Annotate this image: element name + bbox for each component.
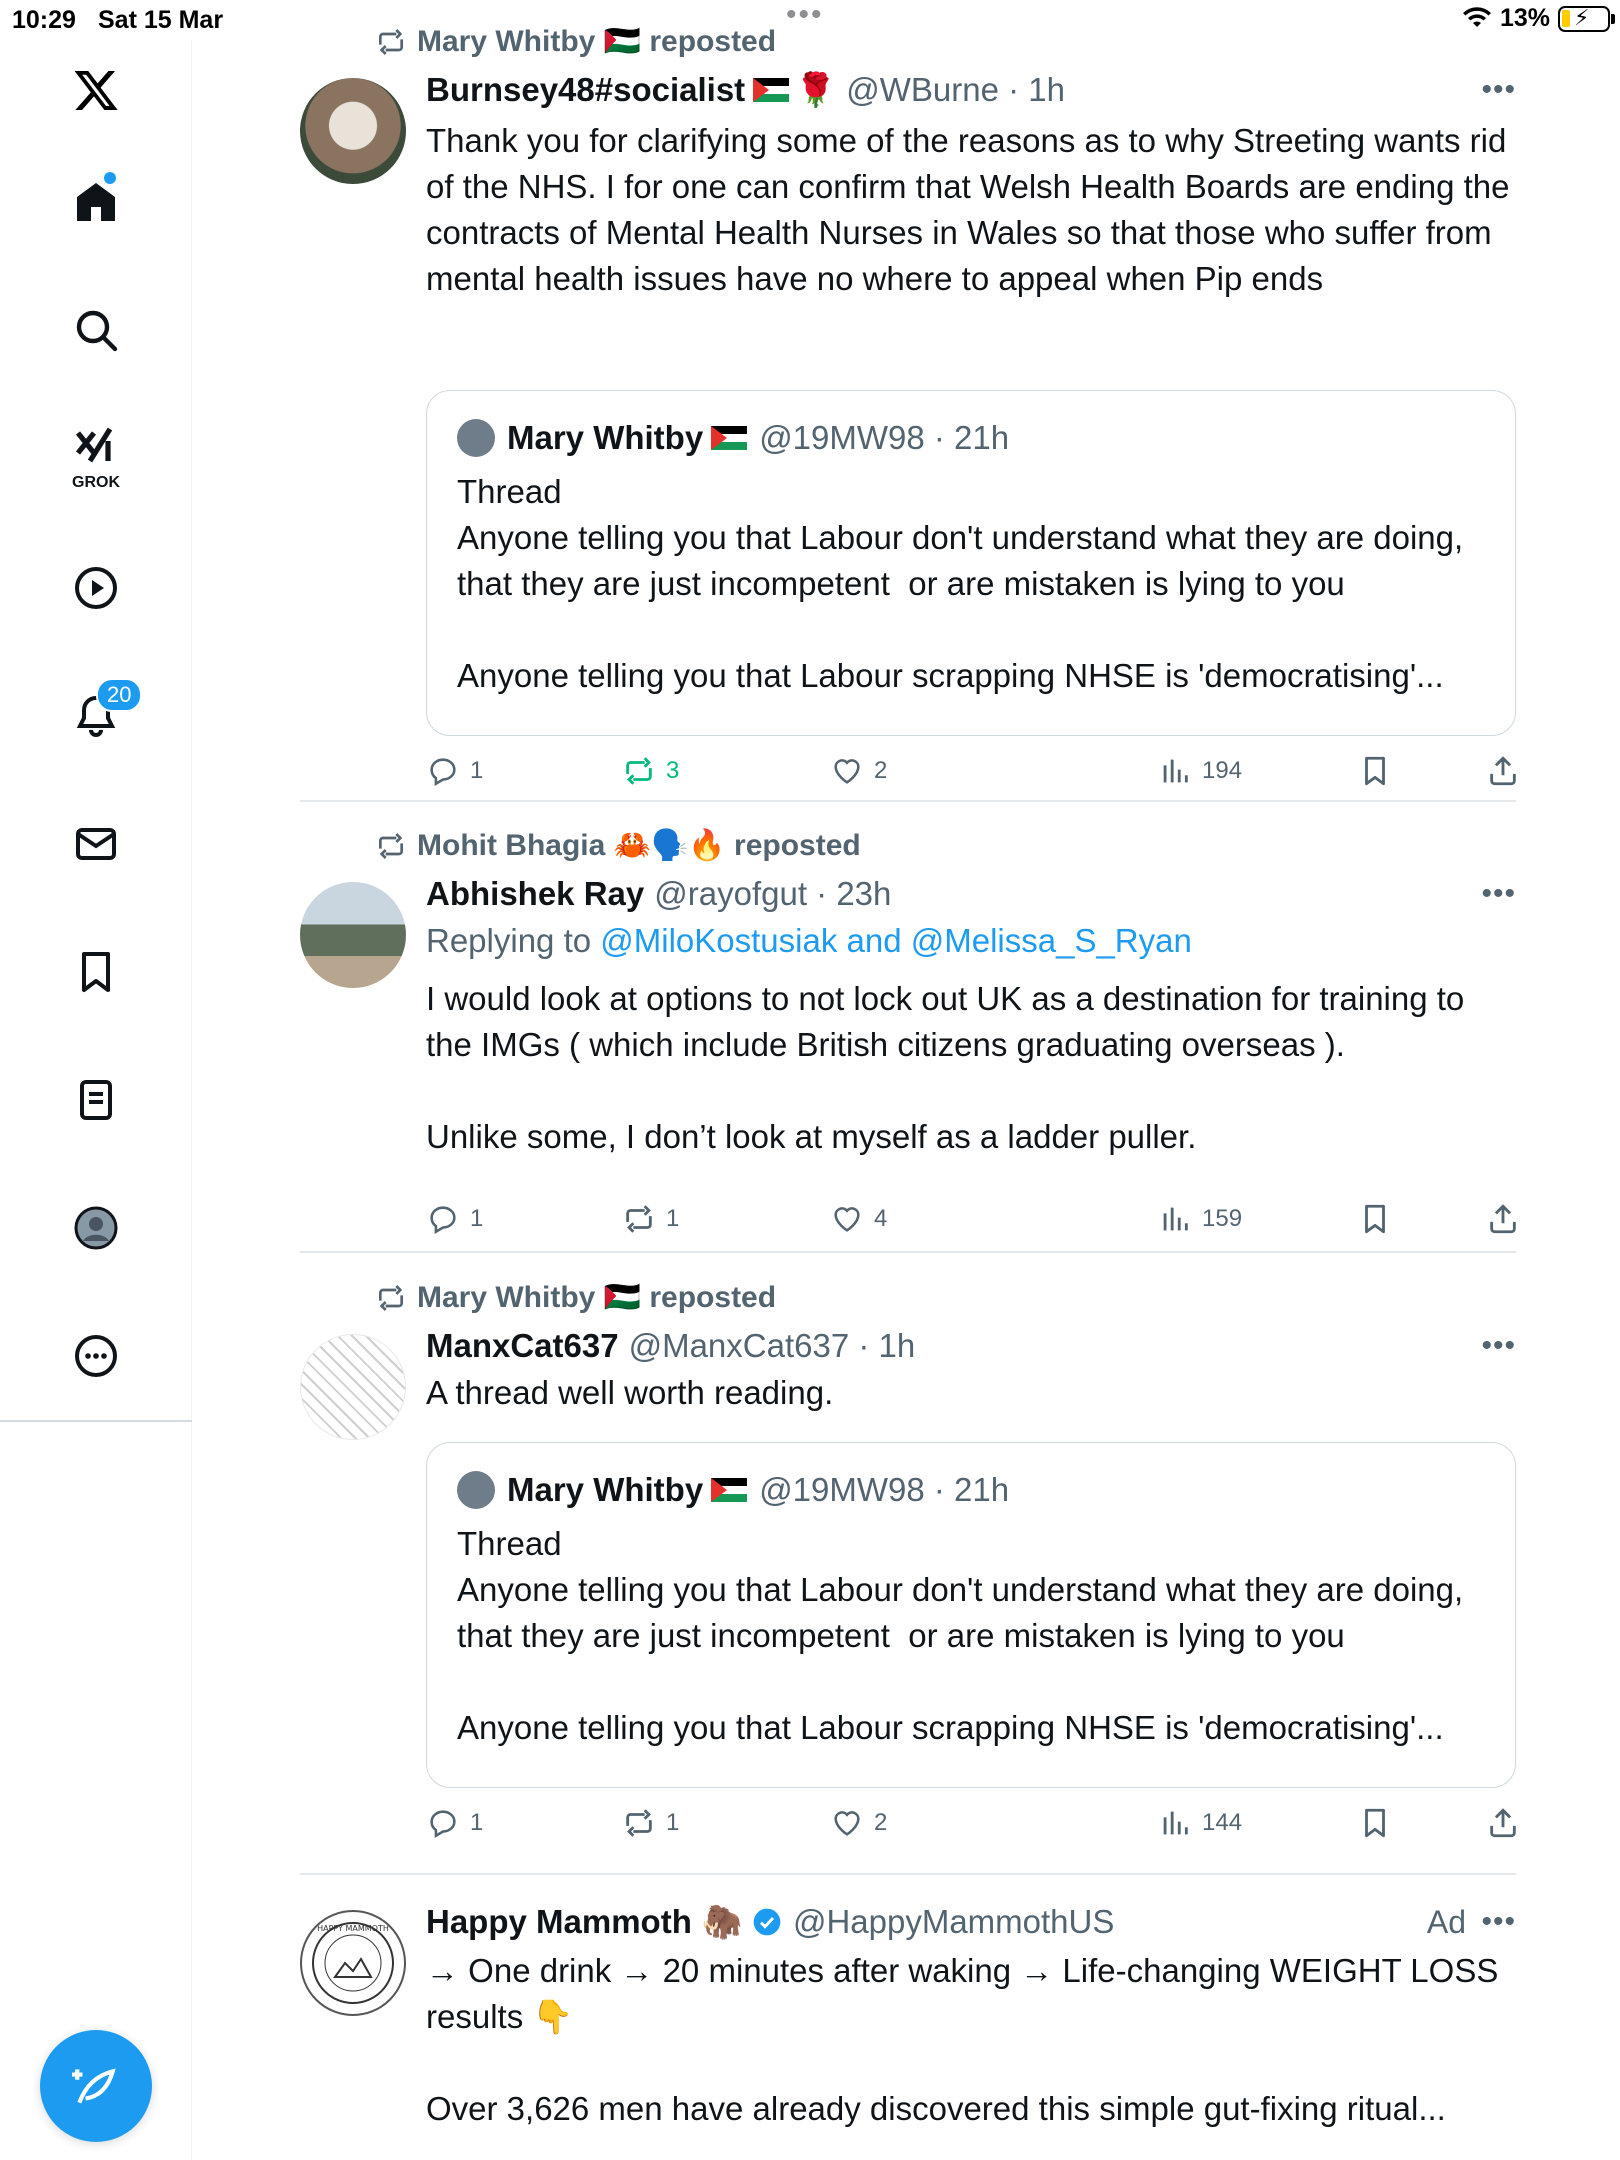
share-button[interactable] <box>1486 1202 1520 1236</box>
reply-count: 1 <box>470 1205 484 1232</box>
reposted-by: Mary Whitby 🇵🇸 reposted <box>417 1281 777 1314</box>
x-logo-icon[interactable] <box>56 50 136 130</box>
post-actions <box>426 1806 1516 1856</box>
like-count: 2 <box>874 1809 888 1836</box>
view-count: 194 <box>1202 757 1243 784</box>
post-header <box>426 872 1516 916</box>
repost-icon <box>622 1806 656 1840</box>
repost-button[interactable] <box>622 1806 679 1840</box>
view-count: 144 <box>1202 1809 1243 1836</box>
reposted-by: Mohit Bhagia 🦀🗣️🔥 reposted <box>417 829 861 862</box>
play-circle-icon <box>72 564 120 612</box>
post-header <box>426 1324 1516 1368</box>
mammoth-emoji: 🦣 <box>701 1902 743 1940</box>
replying-to <box>426 918 1516 964</box>
share-icon <box>1486 1202 1520 1236</box>
reply-icon <box>426 1806 460 1840</box>
replying-prefix: Replying to <box>426 922 601 959</box>
post-divider <box>300 800 1516 802</box>
post-actions <box>426 754 1516 804</box>
views-chart-icon <box>1158 1202 1192 1236</box>
share-button[interactable] <box>1486 1806 1520 1840</box>
happy-mammoth-logo-icon <box>305 1915 401 2011</box>
avatar[interactable] <box>300 882 406 988</box>
post-text: A thread well worth reading. <box>426 1374 834 1411</box>
author-name[interactable]: ManxCat637 <box>426 1327 619 1364</box>
multitask-dots-icon[interactable]: ••• <box>786 0 824 31</box>
quote-avatar <box>457 419 495 457</box>
more-circle-icon <box>72 1332 120 1380</box>
bookmark-button[interactable] <box>1358 754 1392 788</box>
bookmark-icon <box>1358 754 1392 788</box>
views-chart-icon <box>1158 754 1192 788</box>
post[interactable] <box>300 20 1516 800</box>
palestine-flag-icon <box>753 78 789 102</box>
mail-icon <box>72 820 120 868</box>
more-options-icon[interactable]: ••• <box>1481 73 1516 106</box>
views-chart-icon <box>1158 1806 1192 1840</box>
status-time: 10:29 <box>12 6 76 34</box>
reply-button[interactable] <box>426 1806 483 1840</box>
share-button[interactable] <box>1486 754 1520 788</box>
share-icon <box>1486 754 1520 788</box>
view-count: 159 <box>1202 1205 1243 1232</box>
quote-text: Thread Anyone telling you that Labour don't understand what they are doing, that they are just incompetent or are mistaken is lying to you Anyone telling you that Labour scrapping NHSE is 'democratising'... <box>457 473 1464 694</box>
compose-button[interactable] <box>40 2030 152 2142</box>
sidebar-divider <box>0 1420 192 1422</box>
battery-icon: ⚡ <box>1558 6 1610 32</box>
repost-icon <box>375 26 407 58</box>
like-button[interactable] <box>830 754 887 788</box>
bookmark-icon <box>1358 1806 1392 1840</box>
palestine-flag-icon <box>711 1478 747 1502</box>
post-header <box>426 68 1516 112</box>
replying-to-link[interactable]: @MiloKostusiak and @Melissa_S_Ryan <box>600 922 1192 959</box>
repost-button[interactable] <box>622 754 679 788</box>
notifications-badge: 20 <box>96 678 142 712</box>
post-divider <box>300 1873 1516 1875</box>
views-button[interactable] <box>1158 754 1242 788</box>
bookmark-icon <box>1358 1202 1392 1236</box>
repost-icon <box>375 830 407 862</box>
sidebar-item-notifications[interactable] <box>56 676 136 756</box>
author-name[interactable]: Abhishek Ray <box>426 875 645 912</box>
sidebar-item-profile[interactable] <box>56 1188 136 1268</box>
promoted-post[interactable] <box>300 1890 1516 2160</box>
quoted-post[interactable] <box>426 1442 1516 1788</box>
author-handle[interactable]: @HappyMammothUS <box>792 1903 1115 1940</box>
bookmark-button[interactable] <box>1358 1806 1392 1840</box>
reposted-by: Mary Whitby 🇵🇸 reposted <box>417 25 777 58</box>
sidebar <box>0 40 192 2160</box>
repost-indicator <box>375 1280 776 1315</box>
like-count: 4 <box>874 1205 888 1232</box>
grok-label: GROK <box>72 474 120 491</box>
post-divider <box>300 1251 1516 1253</box>
verified-badge-icon <box>751 1906 783 1938</box>
like-button[interactable] <box>830 1806 887 1840</box>
logo-text: HAPPY MAMMOTH <box>317 1924 389 1933</box>
author-handle[interactable]: @ManxCat637 · 1h <box>628 1327 916 1364</box>
repost-count: 1 <box>666 1809 680 1836</box>
like-button[interactable] <box>830 1202 887 1236</box>
reply-button[interactable] <box>426 1202 483 1236</box>
repost-count: 1 <box>666 1205 680 1232</box>
quoted-post[interactable] <box>426 390 1516 736</box>
rose-emoji: 🌹 <box>795 70 837 108</box>
avatar[interactable] <box>300 1334 406 1440</box>
more-options-icon[interactable]: ••• <box>1481 1905 1516 1938</box>
author-name[interactable]: Happy Mammoth <box>426 1903 692 1940</box>
repost-icon <box>375 1282 407 1314</box>
profile-avatar-icon <box>72 1204 120 1252</box>
status-date: Sat 15 Mar <box>98 6 224 34</box>
list-icon <box>72 1076 120 1124</box>
grok-icon <box>72 425 120 473</box>
quote-text: Thread Anyone telling you that Labour don't understand what they are doing, that they are just incompetent or are mistaken is lying to you Anyone telling you that Labour scrapping NHSE is 'democratising'... <box>457 1525 1464 1746</box>
quote-avatar <box>457 1471 495 1509</box>
heart-icon <box>830 1202 864 1236</box>
reply-count: 1 <box>470 1809 484 1836</box>
repost-indicator <box>375 24 776 59</box>
post-header <box>426 1900 1516 1944</box>
quote-author-handle: @19MW98 · 21h <box>759 1471 1010 1508</box>
repost-icon <box>622 754 656 788</box>
author-handle[interactable]: @WBurne · 1h <box>846 71 1066 108</box>
sidebar-item-video[interactable] <box>56 548 136 628</box>
palestine-flag-icon <box>711 426 747 450</box>
author-name[interactable]: Burnsey48#socialist <box>426 71 746 108</box>
post[interactable] <box>300 824 1516 1250</box>
repost-icon <box>622 1202 656 1236</box>
reply-button[interactable] <box>426 754 483 788</box>
sidebar-item-messages[interactable] <box>56 804 136 884</box>
sidebar-item-search[interactable] <box>56 290 136 370</box>
more-options-icon[interactable]: ••• <box>1481 877 1516 910</box>
author-handle[interactable]: @rayofgut · 23h <box>654 875 892 912</box>
views-button[interactable] <box>1158 1806 1242 1840</box>
sidebar-item-more[interactable] <box>56 1316 136 1396</box>
home-unread-dot <box>104 172 116 184</box>
sidebar-item-lists[interactable] <box>56 1060 136 1140</box>
share-icon <box>1486 1806 1520 1840</box>
compose-feather-icon <box>71 2061 121 2111</box>
battery-percent: 13% <box>1499 4 1550 32</box>
heart-icon <box>830 754 864 788</box>
like-count: 2 <box>874 757 888 784</box>
bookmark-button[interactable] <box>1358 1202 1392 1236</box>
sidebar-item-home[interactable] <box>56 162 136 242</box>
reply-icon <box>426 754 460 788</box>
reply-count: 1 <box>470 757 484 784</box>
repost-indicator <box>375 828 861 863</box>
quote-author-handle: @19MW98 · 21h <box>759 419 1010 456</box>
sidebar-item-grok[interactable] <box>56 418 136 498</box>
reply-icon <box>426 1202 460 1236</box>
avatar[interactable] <box>300 1910 406 2016</box>
avatar[interactable] <box>300 78 406 184</box>
post-text: Thank you for clarifying some of the reasons as to why Streeting wants rid of the NHS. I for one can confirm that Welsh Health Boards are ending the contracts of Mental Health Nurses in Wales so that those who suffer from mental health issues have no where to appeal when Pip ends <box>426 122 1510 297</box>
quote-author-name: Mary Whitby <box>507 419 704 456</box>
post[interactable] <box>300 1276 1516 1870</box>
views-button[interactable] <box>1158 1202 1242 1236</box>
post-text: → One drink → 20 minutes after waking → Life-changing WEIGHT LOSS results 👇 Over 3,626 men have already discovered this simple gut-fixing ritual... <box>426 1952 1499 2127</box>
heart-icon <box>830 1806 864 1840</box>
search-icon <box>72 306 120 354</box>
ad-label: Ad <box>1426 1903 1466 1940</box>
repost-button[interactable] <box>622 1202 679 1236</box>
home-icon <box>72 178 120 226</box>
repost-count: 3 <box>666 757 680 784</box>
post-actions <box>426 1202 1516 1252</box>
more-options-icon[interactable]: ••• <box>1481 1329 1516 1362</box>
bookmark-icon <box>72 948 120 996</box>
post-text: I would look at options to not lock out UK as a destination for training to the IMGs ( which include British citizens graduating overseas ). Unlike some, I don’t look at myself as a ladder puller. <box>426 980 1465 1155</box>
sidebar-item-bookmarks[interactable] <box>56 932 136 1012</box>
quote-author-name: Mary Whitby <box>507 1471 704 1508</box>
